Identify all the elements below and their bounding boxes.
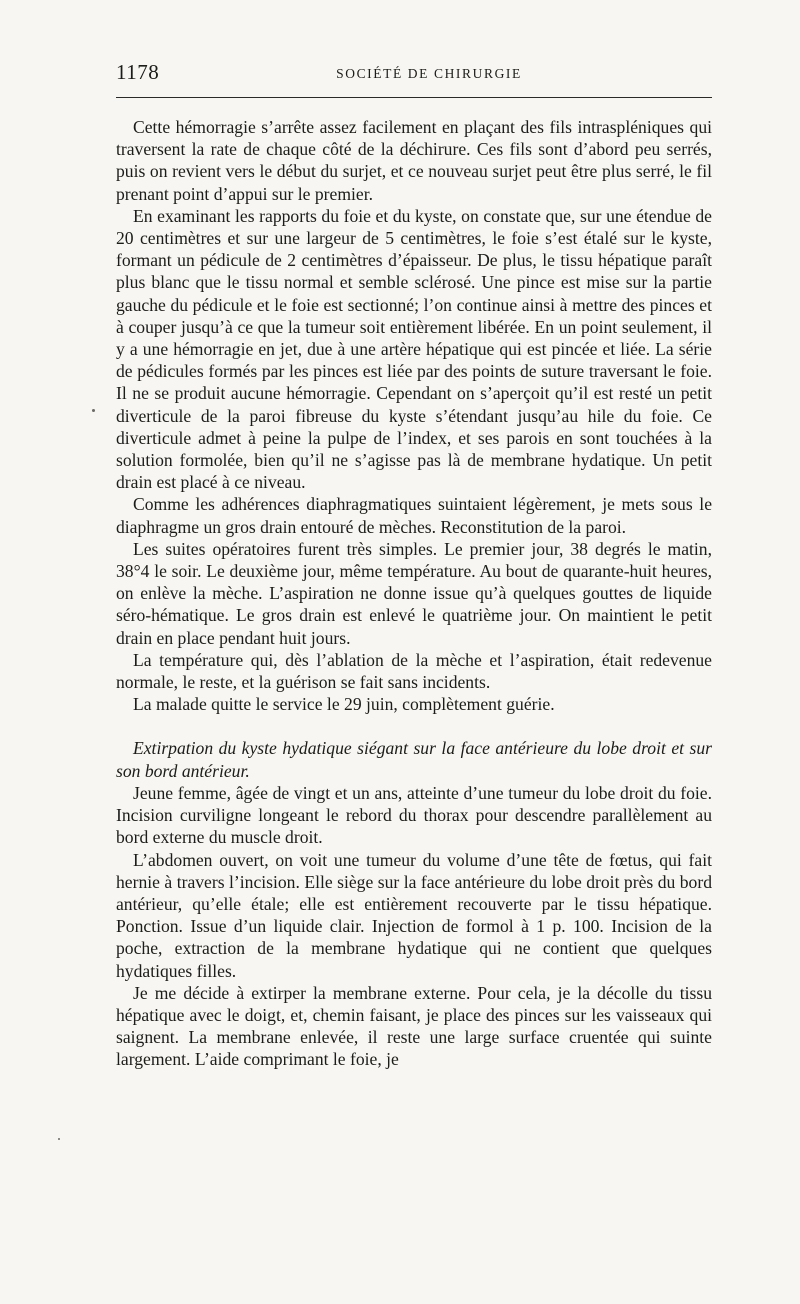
section-gap — [116, 715, 712, 737]
paragraph: En examinant les rapports du foie et du kyste, on constate que, sur une étendue de 20 centimètres et sur une largeur de 5 centimètres, le foie s’est étalé sur le kyste, formant un pédicule de 2 centimètres d’épaisseur. De plus, le tissu hépatique paraît plus blanc que le tissu normal et semble sclérosé. Une pince est mise sur la partie gauche du pédicule et le foie est sectionné; l’on continue ainsi à mettre des pinces et à couper jusqu’à ce que la tumeur soit entièrement libérée. En un point seulement, il y a une hémorragie en jet, due à une artère hépatique qui est pincée et liée. La série de pédicules formés par les pinces est liée par des points de suture traversant le foie. Il ne se produit aucune hémorragie. Cependant on s’aperçoit qu’il est resté un petit diverticule de la paroi fibreuse du kyste s’étendant jusqu’au hile du foie. Ce diverticule admet à peine la pulpe de l’index, et ses parois en sont touchées à la solution formolée, bien qu’il ne s’agisse pas là de membrane hydatique. Un petit drain est placé à ce niveau. — [116, 205, 712, 493]
paragraph: Les suites opératoires furent très simples. Le premier jour, 38 degrés le matin, 38°4 le soir. Le deuxième jour, même température. Au bout de quarante-huit heures, on enlève la mèche. L’aspiration ne donne issue qu’à quelques gouttes de liquide séro-hématique. Le gros drain est enlevé le quatrième jour. On maintient le petit drain en place pendant huit jours. — [116, 538, 712, 648]
paragraph: Je me décide à extirper la membrane externe. Pour cela, je la décolle du tissu hépatique avec le doigt, et, chemin faisant, je place des pinces sur les vaisseaux qui saignent. La membrane enlevée, il reste une large surface cruentée qui suinte largement. L’aide comprimant le foie, je — [116, 982, 712, 1070]
header-rule — [116, 97, 712, 98]
section-title: Extirpation du kyste hydatique siégant sur la face antérieure du lobe droit et sur son bord antérieur. — [116, 738, 712, 781]
page-header — [116, 60, 712, 90]
body-text — [116, 116, 712, 1071]
scan-speck — [58, 1138, 60, 1140]
running-head: SOCIÉTÉ DE CHIRURGIE — [336, 66, 522, 81]
paragraph: La malade quitte le service le 29 juin, complètement guérie. — [133, 694, 555, 715]
paragraph: Jeune femme, âgée de vingt et un ans, atteinte d’une tumeur du lobe droit du foie. Incision curviligne longeant le rebord du thorax pour descendre parallèlement au bord externe du muscle droit. — [116, 782, 712, 848]
scan-speck — [92, 409, 95, 412]
page-number: 1178 — [116, 60, 160, 84]
paragraph: Comme les adhérences diaphragmatiques suintaient légèrement, je mets sous le diaphragme un gros drain entouré de mèches. Reconstitution de la paroi. — [116, 494, 712, 537]
paragraph: Cette hémorragie s’arrête assez facilement en plaçant des fils intraspléniques qui traversent la rate de chaque côté de la déchirure. Ces fils sont d’abord peu serrés, puis on revient vers le début du surjet, et ce nouveau surjet peut être plus serré, le fil prenant point d’appui sur le premier. — [116, 117, 712, 204]
paragraph: La température qui, dès l’ablation de la mèche et l’aspiration, était redevenue normale, le reste, et la guérison se fait sans incidents. — [116, 649, 712, 693]
paragraph: L’abdomen ouvert, on voit une tumeur du volume d’une tête de fœtus, qui fait hernie à travers l’incision. Elle siège sur la face antérieure du lobe droit près du bord antérieur, qu’elle étale; elle est entièrement recouverte par le tissu hépatique. Ponction. Issue d’un liquide clair. Injection de formol à 1 p. 100. Incision de la poche, extraction de la membrane hydatique qui ne contient que quelques hydatiques filles. — [116, 849, 712, 981]
